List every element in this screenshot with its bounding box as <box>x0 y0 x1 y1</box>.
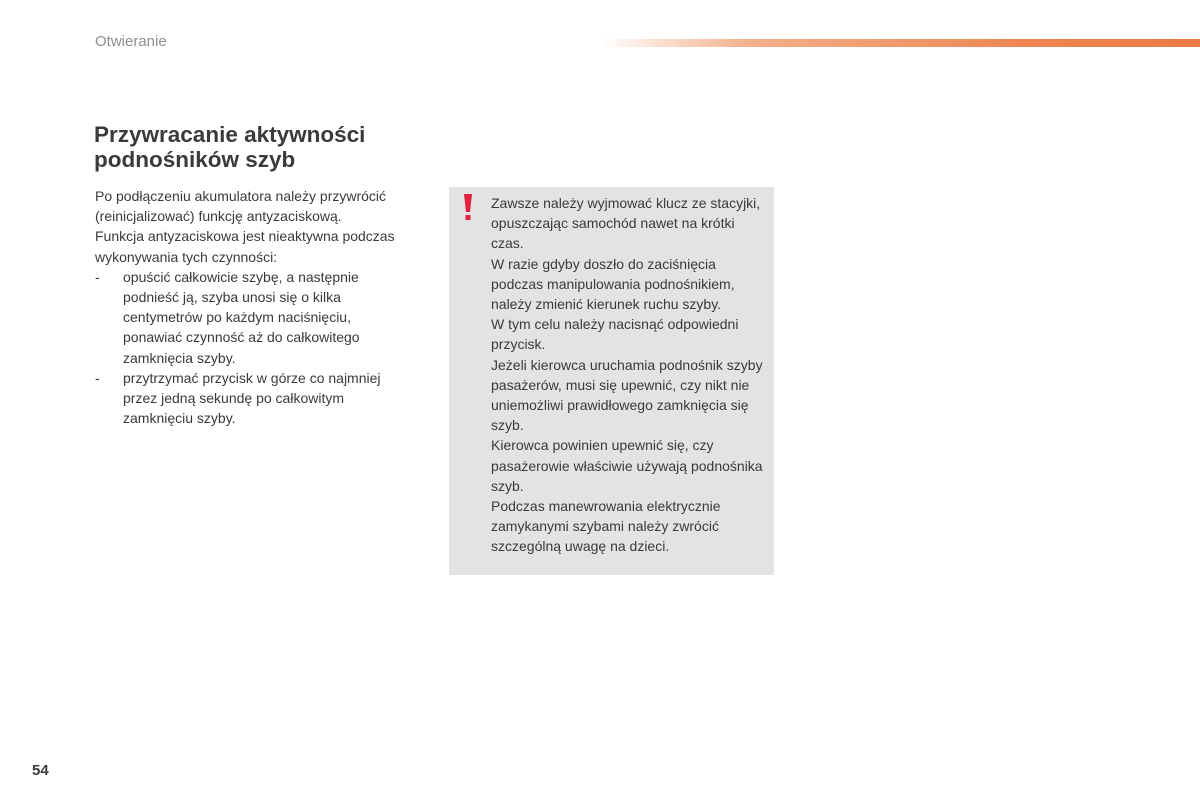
main-text-column <box>95 186 425 428</box>
list-item <box>95 267 413 368</box>
page-number: 54 <box>32 762 49 779</box>
warning-paragraph: W tym celu należy nacisnąć odpowiedni przycisk. <box>491 316 739 353</box>
exclamation-icon <box>461 191 475 225</box>
list-item <box>95 368 413 429</box>
warning-box <box>449 187 774 575</box>
header-accent-bar <box>600 39 1200 47</box>
warning-paragraph: W razie gdyby doszło do zaciśnięcia podczas manipulowania podnośnikiem, należy zmienić kierunek ruchu szyby. <box>491 255 735 313</box>
page-title-line-2: podnośników szyb <box>94 147 296 172</box>
page-title-line-1: Przywracanie aktywności <box>94 122 366 147</box>
steps-list <box>95 267 425 429</box>
warning-text <box>491 193 767 557</box>
warning-paragraph: Podczas manewrowania elektrycznie zamykanymi szybami należy zwrócić szczególną uwagę na dzieci. <box>491 498 721 555</box>
intro-paragraph: Funkcja antyzaciskowa jest nieaktywna podczas wykonywania tych czynności: <box>95 228 395 265</box>
warning-paragraph: Kierowca powinien upewnić się, czy pasażerowie właściwie używają podnośnika szyb. <box>491 437 763 494</box>
list-item-marker: - <box>95 268 100 285</box>
warning-paragraph: Jeżeli kierowca uruchamia podnośnik szyby pasażerów, musi się upewnić, czy nikt nie uniemożliwi prawidłowego zamknięcia się szyb. <box>491 356 763 434</box>
warning-paragraph: Zawsze należy wyjmować klucz ze stacyjki, opuszczając samochód nawet na krótki czas. <box>491 195 761 252</box>
list-item-marker: - <box>95 369 100 386</box>
page-title <box>94 122 434 172</box>
list-item-text: opuścić całkowicie szybę, a następnie podnieść ją, szyba unosi się o kilka centymetrów po każdym naciśnięciu, ponawiać czynność aż do całkowitego zamknięcia szyby. <box>123 268 360 366</box>
section-header: Otwieranie <box>95 33 167 50</box>
list-item-text: przytrzymać przycisk w górze co najmniej przez jedną sekundę po całkowitym zamknięciu szyby. <box>123 369 381 427</box>
intro-paragraph: Po podłączeniu akumulatora należy przywrócić (reinicjalizować) funkcję antyzaciskową. <box>95 188 387 225</box>
